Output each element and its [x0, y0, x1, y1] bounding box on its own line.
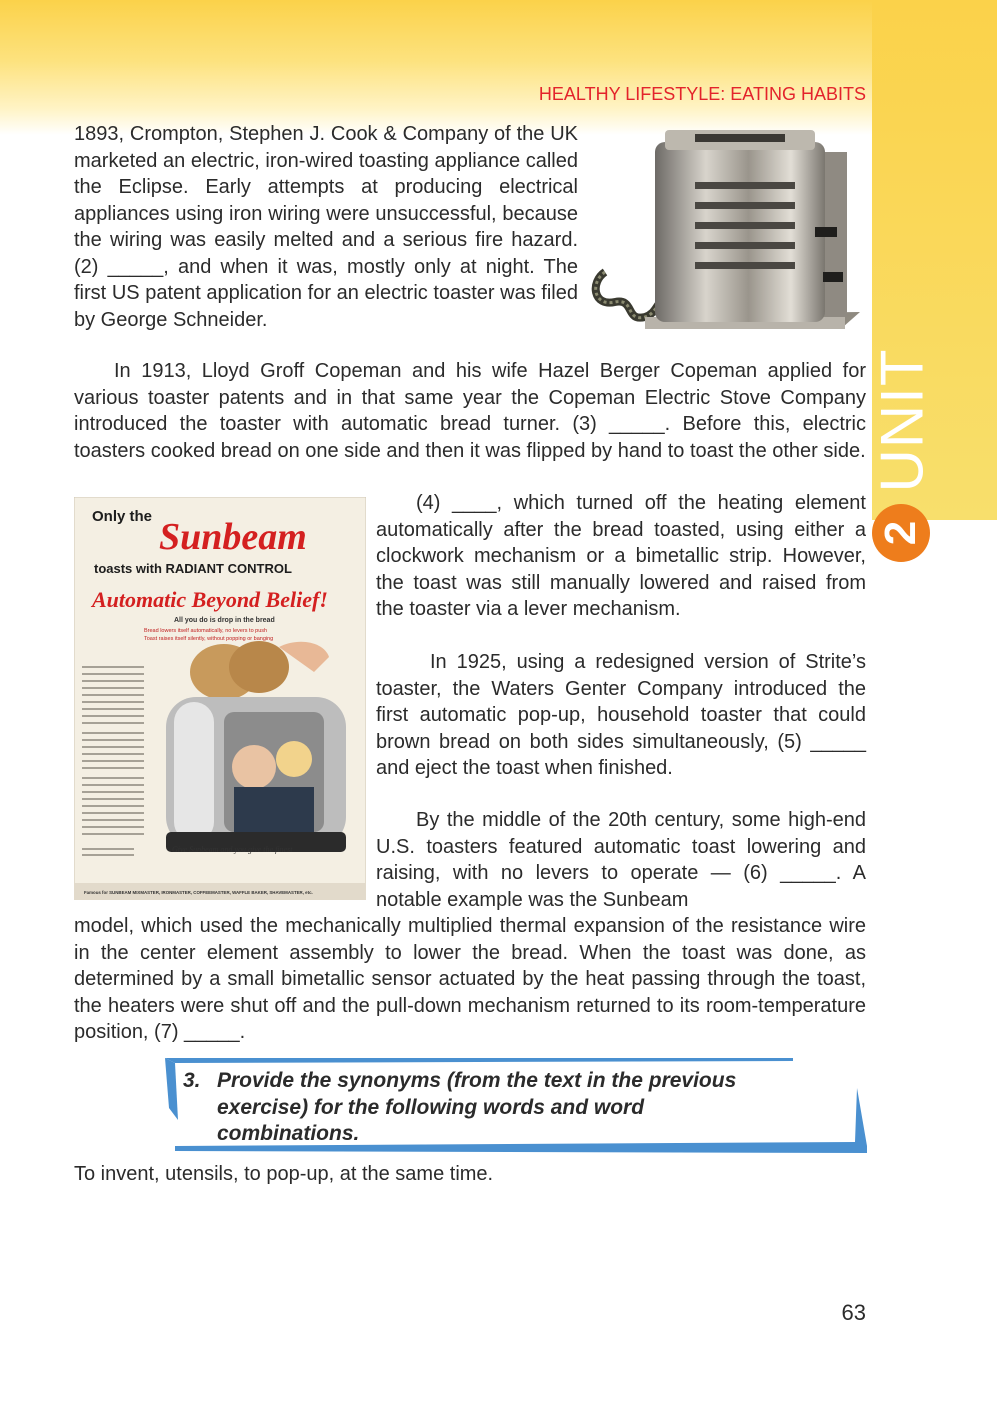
paragraph-3: (4) ____, which turned off the heating element automatically after the bread toasted, using either a clockwork mechanism or a bimetallic strip. However, the toast was still manually lowered and raised from the toaster via a lever mechanism. [376, 492, 866, 620]
ad-brand: Sunbeam [159, 516, 307, 558]
top-gradient-band [0, 0, 997, 135]
exercise-3-box [165, 1058, 867, 1153]
paragraph-6: model, which used the mechanically multiplied thermal expansion of the resistance wire in the center element assembly to lower the bread. When the toast was done, as determined by a small bimetallic sensor actuated by the heat passing through the toast, the heaters were shut off and the pull-down mechanism returned to its room-temperature position, (7) _____. [74, 915, 866, 1043]
paragraph-1: 1893, Crompton, Stephen J. Cook & Company of the UK marketed an electric, iron-wired toasting appliance called the Eclipse. Early attempts at producing electrical appliances using iron wiring were unsuccessful, because the wiring was easily melted and a serious fire hazard. (2) _____, and when it was, mostly only at night. The first US patent application for an electric toaster was filed by George Schneider. [74, 123, 578, 331]
unit-label [868, 340, 936, 500]
unit-word: UNIT [868, 348, 936, 492]
sunbeam-advertisement [74, 497, 366, 900]
ad-sub-2: Bread lowers itself automatically, no levers to push [144, 628, 268, 634]
ad-body-text-lines [82, 667, 144, 855]
chapter-header: HEALTHY LIFESTYLE: EATING HABITS [538, 84, 866, 104]
exercise-line-1: Provide the synonyms (from the text in the previous [217, 1069, 737, 1092]
page-number: 63 [841, 1300, 866, 1325]
exercise-instruction [183, 1068, 845, 1148]
unit-number-badge [872, 504, 930, 562]
exercise-line-2: exercise) for the following words and word [217, 1095, 645, 1119]
ad-radiant-control: toasts with RADIANT CONTROL [94, 561, 292, 576]
vintage-toaster-photo [585, 122, 867, 347]
ad-footer: Famous for SUNBEAM MIXMASTER, IRONMASTER, COFFEEMASTER, WAFFLE BAKER, SHAVEMASTER, etc. [84, 890, 313, 895]
ad-slogan: Automatic Beyond Belief! [92, 587, 328, 612]
unit-number: 2 [875, 520, 925, 546]
ad-line-only-the: Only the [92, 508, 153, 525]
ad-sub-1: All you do is drop in the bread [174, 617, 275, 624]
ad-sub-3: Toast raises itself silently, without popping or banging [144, 636, 274, 642]
exercise-line-3: combinations. [217, 1122, 360, 1145]
exercise-number: 3. [183, 1069, 201, 1092]
ad-script-slogan: Give Sunbeam and you give the finest [172, 845, 293, 854]
exercise-word-list: To invent, utensils, to pop-up, at the same time. [74, 1163, 494, 1185]
paragraph-2: In 1913, Lloyd Groff Copeman and his wife Hazel Berger Copeman applied for various toaster patents and in that same year the Copeman Electric Stove Company introduced the toaster with automatic bread turner. (3) _____. Before this, electric toasters cooked bread on one side and then it was flipped by hand to toast the other side. [74, 360, 866, 462]
paragraph-5: By the middle of the 20th century, some high-end U.S. toasters featured automatic toast lowering and raising, with no levers to operate — (6) _____. A notable example was the Sunbeam [376, 809, 866, 911]
paragraph-4: In 1925, using a redesigned version of Strite’s toaster, the Waters Genter Company introduced the first automatic pop-up, household toaster that could brown bread on both sides simultaneously, (5) _____ and eject the toast when finished. [376, 651, 866, 779]
